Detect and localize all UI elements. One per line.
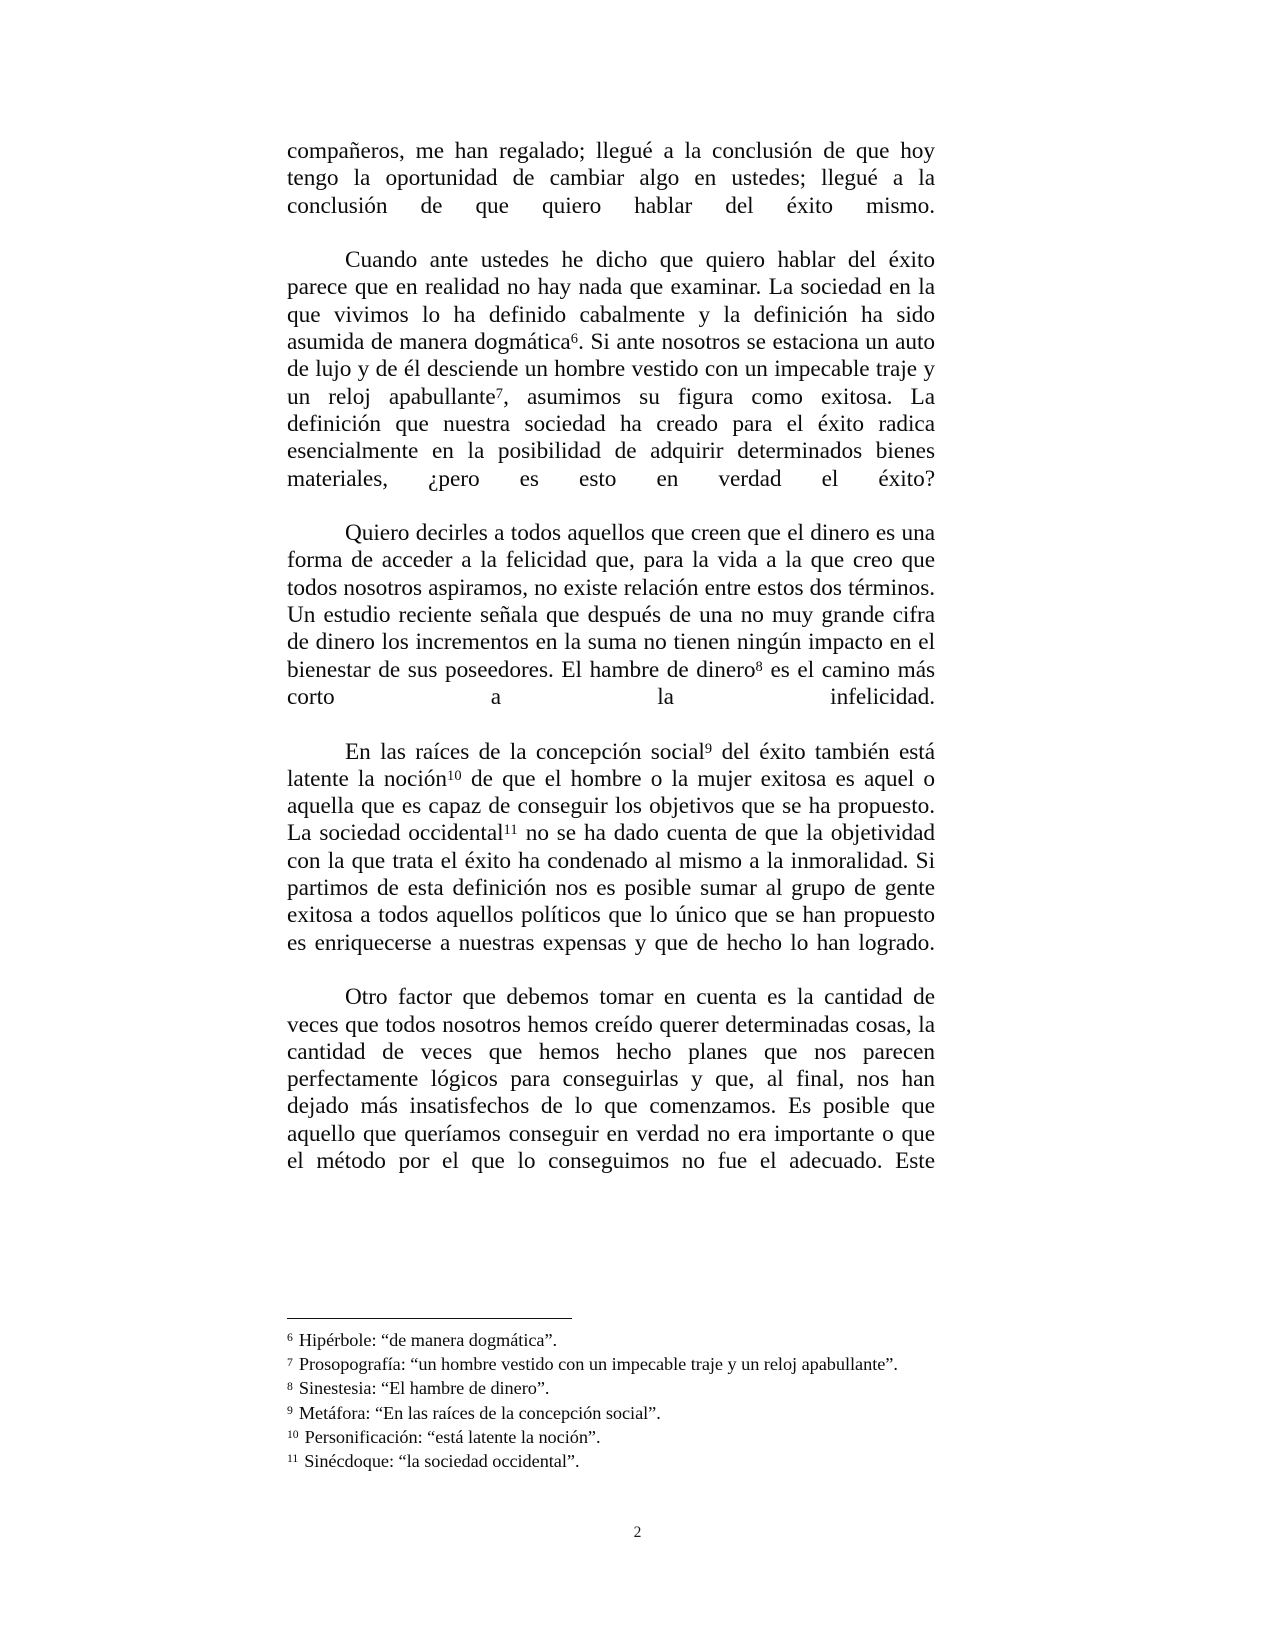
footnote-marker-6[interactable]: 6 bbox=[570, 331, 579, 348]
paragraph: Quiero decirles a todos aquellos que creen que el dinero es una forma de acceder a la felicidad que, para la vida a la que creo que todos nosotros aspiramos, no existe relación entre estos dos términos. Un estudio reciente señala que después de una no muy grande cifra de dinero los incrementos en la suma no tienen ningún impacto en el bienestar de sus poseedores. El hambre de dinero$^8$ es el camino más corto a la infelicidad. bbox=[287, 520, 935, 710]
footnote-number-10: 10 bbox=[287, 1428, 299, 1442]
footnote-number-8: 8 bbox=[287, 1379, 293, 1393]
footnote-marker-11[interactable]: 11 bbox=[503, 822, 518, 839]
footnote-list bbox=[287, 1328, 935, 1473]
footnote-marker-9[interactable]: 9 bbox=[704, 740, 713, 757]
paragraph: En las raíces de la concepción social$^9$ del éxito también está latente la noción$^{10}$ de que el hombre o la mujer exitosa es aquel o aquella que es capaz de conseguir los objetivos que se ha propuesto. La sociedad occidental$^{11}$ no se ha dado cuenta de que la objetividad con la que trata el éxito ha condenado al mismo a la inmoralidad. Si partimos de esta definición nos es posible sumar al grupo de gente exitosa a todos aquellos políticos que lo único que se han propuesto es enriquecerse a nuestras expensas y que de hecho lo han logrado. bbox=[287, 738, 936, 956]
footnote-item bbox=[287, 1449, 935, 1473]
footnote-item bbox=[287, 1352, 935, 1376]
footnote-item bbox=[287, 1425, 935, 1449]
paragraph: compañeros, me han regalado; llegué a la conclusión de que hoy tengo la oportunidad de cambiar algo en ustedes; llegué a la conclusión de que quiero hablar del éxito mismo. bbox=[287, 138, 935, 219]
footnote-text: Personificación: “está latente la noción”. bbox=[300, 1426, 601, 1447]
footnote-item bbox=[287, 1376, 935, 1400]
footnote-text: Hipérbole: “de manera dogmática”. bbox=[294, 1330, 558, 1350]
footnote-item bbox=[287, 1401, 935, 1425]
footnote-text: Prosopografía: “un hombre vestido con un impecable traje y un reloj apabullante”. bbox=[294, 1354, 898, 1375]
footnote-marker-8[interactable]: 8 bbox=[755, 658, 763, 675]
body-text-block bbox=[287, 138, 935, 1203]
paragraph: Otro factor que debemos tomar en cuenta es la cantidad de veces que todos nosotros hemos creído querer determinadas cosas, la cantidad de veces que hemos hecho planes que nos parecen perfectamente lógicos para conseguirlas y que, al final, nos han dejado más insatisfechos de lo que comenzamos. Es posible que aquello que queríamos conseguir en verdad no era importante o que el método por el que lo conseguimos no fue el adecuado. Este bbox=[287, 984, 935, 1174]
paragraph: Cuando ante ustedes he dicho que quiero hablar del éxito parece que en realidad no hay nada que examinar. La sociedad en la que vivimos lo ha definido cabalmente y la definición ha sido asumida de manera dogmática$^6$. Si ante nosotros se estaciona un auto de lujo y de él desciende un hombre vestido con un impecable traje y un reloj apabullante$^7$, asumimos su figura como exitosa. La definición que nuestra sociedad ha creado para el éxito radica esencialmente en la posibilidad de adquirir determinados bienes materiales, ¿pero es esto en verdad el éxito? bbox=[287, 247, 936, 492]
footnote-marker-7[interactable]: 7 bbox=[495, 385, 504, 402]
footnote-number-7: 7 bbox=[287, 1355, 293, 1369]
footnote-number-11: 11 bbox=[287, 1452, 299, 1466]
footnote-separator-rule bbox=[287, 1318, 572, 1319]
page-number: 2 bbox=[633, 1524, 642, 1541]
footnote-area bbox=[287, 1318, 935, 1473]
footnote-text: Sinestesia: “El hambre de dinero”. bbox=[294, 1378, 550, 1399]
footnote-number-6: 6 bbox=[287, 1331, 293, 1345]
footnote-item bbox=[287, 1328, 935, 1352]
footnote-marker-10[interactable]: 10 bbox=[446, 767, 462, 784]
footnote-number-9: 9 bbox=[287, 1403, 293, 1417]
footnote-text: Metáfora: “En las raíces de la concepción social”. bbox=[294, 1402, 661, 1423]
footnote-text: Sinécdoque: “la sociedad occidental”. bbox=[299, 1451, 580, 1472]
